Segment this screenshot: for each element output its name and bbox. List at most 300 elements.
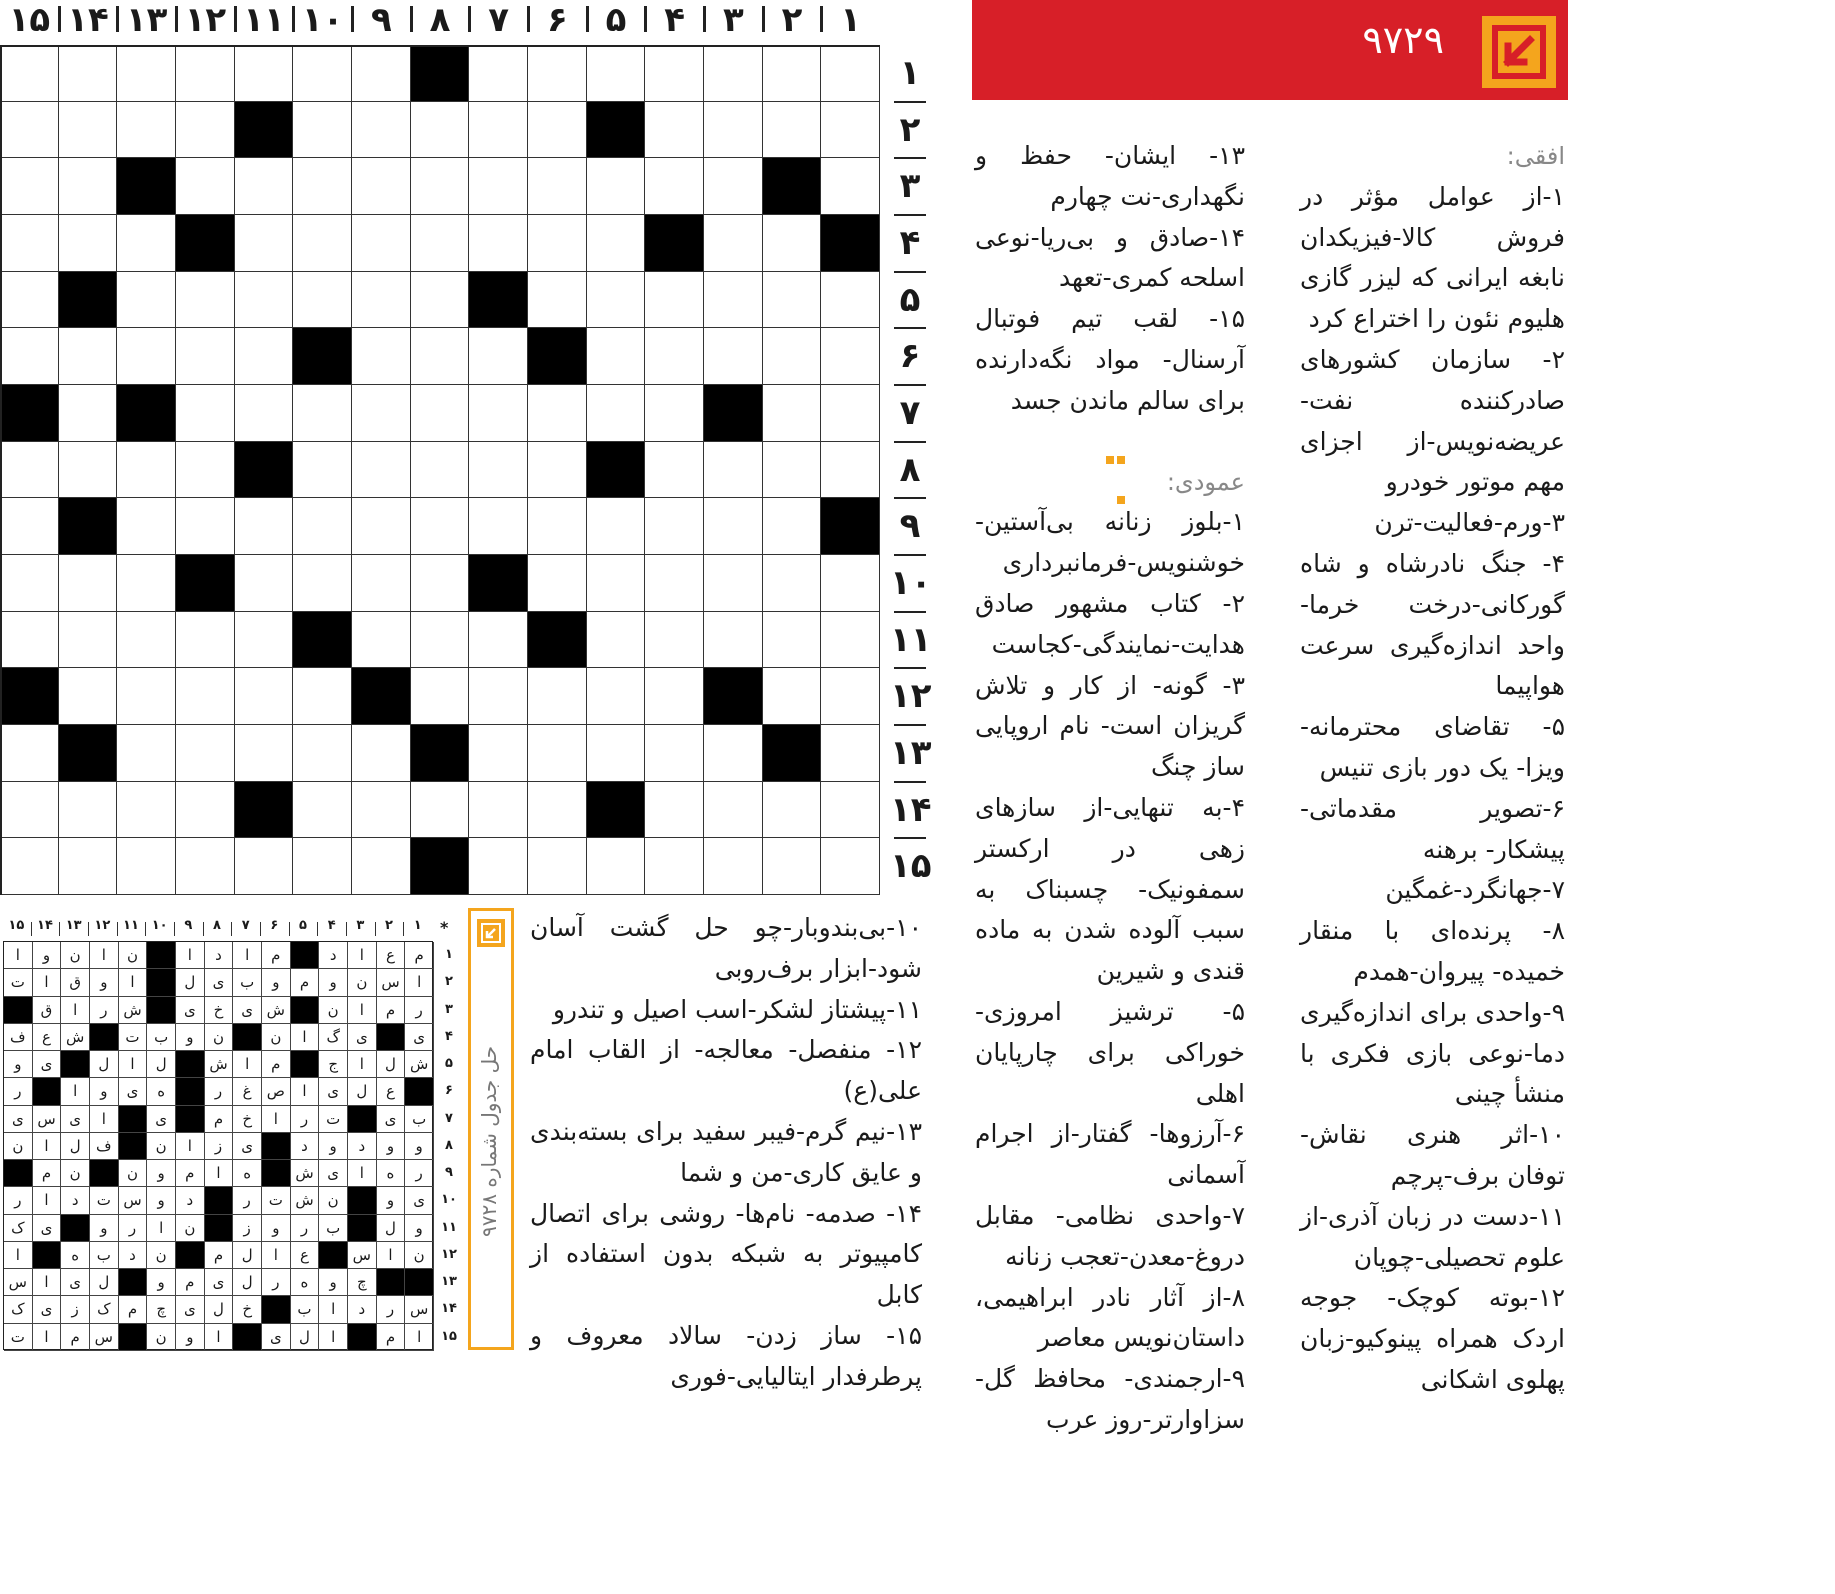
grid-cell[interactable] <box>352 555 411 612</box>
grid-cell[interactable] <box>352 272 411 329</box>
grid-cell[interactable] <box>821 725 880 782</box>
grid-cell[interactable] <box>293 102 352 159</box>
solution-cell: ا <box>61 1078 90 1105</box>
grid-cell[interactable] <box>411 158 470 215</box>
solution-cell: ن <box>147 1133 176 1160</box>
grid-cell[interactable] <box>352 725 411 782</box>
grid-cell[interactable] <box>0 215 59 272</box>
grid-cell[interactable] <box>645 838 704 895</box>
solution-black-cell <box>348 1106 377 1133</box>
grid-cell[interactable] <box>0 555 59 612</box>
clue-v4: ۴-به تنهایی-از سازهای زهی در ارکستر سمفونیک- چسبناک به سبب آلوده شدن به ماده قندی و شیرین <box>975 792 1245 986</box>
column-separator <box>234 6 237 32</box>
grid-cell[interactable] <box>528 838 587 895</box>
grid-cell[interactable] <box>528 272 587 329</box>
solution-row-number: ۹ <box>445 1165 453 1181</box>
grid-cell[interactable] <box>587 838 646 895</box>
grid-cell[interactable] <box>293 272 352 329</box>
solution-cell: ا <box>33 1133 62 1160</box>
solution-cell: ت <box>262 1187 291 1214</box>
clue-v13: ۱۳-نیم گرم-فیبر سفید برای بسته‌بندی و عایق کاری-من و شما <box>530 1116 922 1187</box>
row-separator <box>894 667 926 669</box>
grid-cell[interactable] <box>176 725 235 782</box>
grid-cell[interactable] <box>59 385 118 442</box>
grid-cell[interactable] <box>704 725 763 782</box>
grid-cell[interactable] <box>235 668 294 725</box>
grid-cell[interactable] <box>235 838 294 895</box>
grid-cell[interactable] <box>59 838 118 895</box>
solution-black-cell <box>176 1106 205 1133</box>
grid-cell[interactable] <box>117 725 176 782</box>
grid-cell[interactable] <box>117 215 176 272</box>
grid-cell[interactable] <box>0 838 59 895</box>
grid-cell[interactable] <box>176 668 235 725</box>
grid-cell[interactable] <box>59 158 118 215</box>
grid-cell[interactable] <box>117 328 176 385</box>
grid-cell[interactable] <box>469 158 528 215</box>
grid-cell[interactable] <box>293 725 352 782</box>
clue-h14: ۱۴-صادق و بی‌ریا-نوعی اسلحه کمری-تعهد <box>975 222 1245 293</box>
grid-cell[interactable] <box>587 45 646 102</box>
black-cell <box>59 725 118 782</box>
horizontal-heading: افقی: <box>1506 142 1565 170</box>
grid-cell[interactable] <box>0 725 59 782</box>
grid-cell[interactable] <box>411 555 470 612</box>
solution-cell: ا <box>33 1324 62 1351</box>
grid-cell[interactable] <box>176 102 235 159</box>
solution-cell: ا <box>33 1187 62 1214</box>
grid-cell[interactable] <box>352 498 411 555</box>
clue-v7: ۷-واحدی نظامی- مقابل دروغ-معدن-تعجب زنانه <box>975 1200 1245 1271</box>
black-cell <box>293 328 352 385</box>
solution-black-cell <box>176 1242 205 1269</box>
solution-cell: ن <box>405 1242 434 1269</box>
grid-cell[interactable] <box>117 612 176 669</box>
grid-cell[interactable] <box>0 498 59 555</box>
solution-cell: ا <box>33 969 62 996</box>
grid-cell[interactable] <box>411 498 470 555</box>
grid-cell[interactable] <box>587 498 646 555</box>
solution-cell: ن <box>176 1215 205 1242</box>
solution-cell: ا <box>348 942 377 969</box>
grid-cell[interactable] <box>235 498 294 555</box>
solution-title: حل جدول شماره ۹۷۲۸ <box>477 1045 501 1237</box>
grid-cell[interactable] <box>645 612 704 669</box>
solution-cell: و <box>319 969 348 996</box>
solution-cell: ز <box>205 1133 234 1160</box>
solution-cell: ف <box>4 1024 33 1051</box>
solution-column-separator <box>375 922 376 936</box>
solution-cell: م <box>61 1324 90 1351</box>
solution-cell: ن <box>4 1133 33 1160</box>
grid-cell[interactable] <box>704 442 763 499</box>
grid-cell[interactable] <box>469 498 528 555</box>
grid-cell[interactable] <box>411 782 470 839</box>
grid-cell[interactable] <box>352 328 411 385</box>
grid-cell[interactable] <box>821 272 880 329</box>
solution-cell: چ <box>147 1296 176 1323</box>
grid-cell[interactable] <box>763 442 822 499</box>
grid-cell[interactable] <box>59 668 118 725</box>
solution-cell: ب <box>291 1296 320 1323</box>
grid-cell[interactable] <box>528 668 587 725</box>
grid-cell[interactable] <box>117 668 176 725</box>
grid-cell[interactable] <box>587 555 646 612</box>
grid-cell[interactable] <box>821 668 880 725</box>
grid-cell[interactable] <box>176 385 235 442</box>
crossword-grid[interactable] <box>0 45 880 895</box>
solution-column-separator <box>88 922 89 936</box>
solution-cell: ع <box>377 1078 406 1105</box>
grid-cell[interactable] <box>821 385 880 442</box>
grid-cell[interactable] <box>469 442 528 499</box>
grid-cell[interactable] <box>704 498 763 555</box>
grid-cell[interactable] <box>293 555 352 612</box>
solution-cell: ب <box>147 1024 176 1051</box>
grid-cell[interactable] <box>821 838 880 895</box>
grid-cell[interactable] <box>528 725 587 782</box>
grid-cell[interactable] <box>235 158 294 215</box>
solution-cell: و <box>319 1133 348 1160</box>
grid-cell[interactable] <box>411 272 470 329</box>
row-separator <box>894 441 926 443</box>
solution-cell: ع <box>377 942 406 969</box>
grid-cell[interactable] <box>469 328 528 385</box>
grid-cell[interactable] <box>117 498 176 555</box>
solution-cell: ش <box>262 997 291 1024</box>
solution-cell: ر <box>291 1106 320 1133</box>
solution-cell: ن <box>319 1187 348 1214</box>
grid-cell[interactable] <box>352 782 411 839</box>
grid-cell[interactable] <box>821 328 880 385</box>
grid-cell[interactable] <box>117 442 176 499</box>
solution-black-cell <box>405 1269 434 1296</box>
black-cell <box>411 45 470 102</box>
grid-cell[interactable] <box>528 215 587 272</box>
row-number: ۳ <box>899 166 921 207</box>
grid-cell[interactable] <box>528 442 587 499</box>
grid-cell[interactable] <box>704 102 763 159</box>
grid-cell[interactable] <box>763 612 822 669</box>
solution-cell: ب <box>319 1215 348 1242</box>
grid-cell[interactable] <box>469 385 528 442</box>
solution-cell: ا <box>4 1242 33 1269</box>
solution-cell: ت <box>119 1024 148 1051</box>
grid-cell[interactable] <box>469 782 528 839</box>
grid-cell[interactable] <box>704 555 763 612</box>
grid-cell[interactable] <box>587 328 646 385</box>
grid-cell[interactable] <box>587 668 646 725</box>
grid-cell[interactable] <box>293 385 352 442</box>
solution-cell: و <box>33 942 62 969</box>
grid-cell[interactable] <box>645 385 704 442</box>
grid-cell[interactable] <box>352 45 411 102</box>
grid-cell[interactable] <box>704 328 763 385</box>
grid-cell[interactable] <box>293 45 352 102</box>
grid-cell[interactable] <box>704 782 763 839</box>
solution-cell: ه <box>233 1160 262 1187</box>
grid-cell[interactable] <box>528 385 587 442</box>
solution-cell: ز <box>233 1215 262 1242</box>
row-separator <box>894 837 926 839</box>
grid-cell[interactable] <box>645 45 704 102</box>
grid-cell[interactable] <box>645 328 704 385</box>
grid-cell[interactable] <box>293 158 352 215</box>
grid-cell[interactable] <box>763 385 822 442</box>
grid-cell[interactable] <box>293 215 352 272</box>
grid-cell[interactable] <box>645 668 704 725</box>
grid-cell[interactable] <box>763 668 822 725</box>
grid-cell[interactable] <box>528 45 587 102</box>
grid-cell[interactable] <box>587 725 646 782</box>
grid-cell[interactable] <box>235 215 294 272</box>
grid-cell[interactable] <box>235 328 294 385</box>
grid-cell[interactable] <box>528 498 587 555</box>
solution-column-number: ۱۴ <box>37 918 53 933</box>
grid-cell[interactable] <box>821 612 880 669</box>
grid-cell[interactable] <box>763 45 822 102</box>
grid-cell[interactable] <box>235 272 294 329</box>
grid-cell[interactable] <box>411 668 470 725</box>
grid-cell[interactable] <box>469 838 528 895</box>
solution-cell: م <box>176 1269 205 1296</box>
grid-cell[interactable] <box>411 442 470 499</box>
grid-cell[interactable] <box>704 272 763 329</box>
grid-cell[interactable] <box>821 555 880 612</box>
grid-cell[interactable] <box>821 158 880 215</box>
black-cell <box>293 612 352 669</box>
grid-cell[interactable] <box>235 555 294 612</box>
grid-cell[interactable] <box>0 612 59 669</box>
solution-black-cell <box>147 969 176 996</box>
grid-cell[interactable] <box>352 215 411 272</box>
grid-cell[interactable] <box>293 782 352 839</box>
grid-cell[interactable] <box>763 782 822 839</box>
grid-cell[interactable] <box>293 498 352 555</box>
solution-cell: و <box>147 1160 176 1187</box>
grid-cell[interactable] <box>411 612 470 669</box>
grid-cell[interactable] <box>59 45 118 102</box>
grid-cell[interactable] <box>528 102 587 159</box>
grid-cell[interactable] <box>645 782 704 839</box>
grid-cell[interactable] <box>176 838 235 895</box>
grid-cell[interactable] <box>0 782 59 839</box>
grid-cell[interactable] <box>117 102 176 159</box>
solution-black-cell <box>348 1187 377 1214</box>
column-separator <box>351 6 354 32</box>
grid-cell[interactable] <box>645 158 704 215</box>
solution-cell: د <box>291 1133 320 1160</box>
column-separator <box>820 6 823 32</box>
solution-cell: ع <box>33 1024 62 1051</box>
grid-cell[interactable] <box>352 838 411 895</box>
solution-grid <box>3 941 433 1350</box>
row-separator <box>894 554 926 556</box>
grid-cell[interactable] <box>59 612 118 669</box>
grid-cell[interactable] <box>821 782 880 839</box>
grid-cell[interactable] <box>587 272 646 329</box>
grid-cell[interactable] <box>176 272 235 329</box>
solution-cell: ی <box>61 1106 90 1133</box>
solution-cell: د <box>119 1242 148 1269</box>
grid-cell[interactable] <box>528 158 587 215</box>
solution-cell: ا <box>291 1024 320 1051</box>
solution-black-cell <box>348 1215 377 1242</box>
grid-cell[interactable] <box>117 272 176 329</box>
grid-cell[interactable] <box>176 498 235 555</box>
grid-cell[interactable] <box>176 328 235 385</box>
solution-column-separator <box>260 922 261 936</box>
solution-cell: ل <box>147 1051 176 1078</box>
grid-cell[interactable] <box>528 782 587 839</box>
grid-cell[interactable] <box>645 555 704 612</box>
grid-cell[interactable] <box>352 102 411 159</box>
grid-cell[interactable] <box>469 102 528 159</box>
grid-cell[interactable] <box>704 215 763 272</box>
solution-cell: ا <box>348 997 377 1024</box>
grid-cell[interactable] <box>763 102 822 159</box>
grid-cell[interactable] <box>176 782 235 839</box>
grid-cell[interactable] <box>235 725 294 782</box>
solution-cell: ا <box>119 969 148 996</box>
grid-cell[interactable] <box>176 45 235 102</box>
grid-cell[interactable] <box>587 215 646 272</box>
solution-cell: ی <box>319 1160 348 1187</box>
solution-black-cell <box>119 1133 148 1160</box>
grid-cell[interactable] <box>763 328 822 385</box>
clues-bottom <box>530 908 922 1398</box>
grid-cell[interactable] <box>59 782 118 839</box>
grid-cell[interactable] <box>821 442 880 499</box>
solution-cell: ی <box>348 1024 377 1051</box>
black-cell <box>763 725 822 782</box>
column-number: ۱۲ <box>184 0 227 40</box>
grid-cell[interactable] <box>587 385 646 442</box>
grid-cell[interactable] <box>59 215 118 272</box>
grid-cell[interactable] <box>763 215 822 272</box>
grid-cell[interactable] <box>176 442 235 499</box>
grid-cell[interactable] <box>645 102 704 159</box>
grid-cell[interactable] <box>645 498 704 555</box>
grid-cell[interactable] <box>704 45 763 102</box>
grid-cell[interactable] <box>59 102 118 159</box>
row-number: ۱ <box>899 53 921 93</box>
grid-cell[interactable] <box>411 385 470 442</box>
grid-cell[interactable] <box>469 668 528 725</box>
solution-black-cell <box>291 1051 320 1078</box>
grid-cell[interactable] <box>645 442 704 499</box>
grid-cell[interactable] <box>411 328 470 385</box>
solution-row-number: ۶ <box>445 1083 453 1099</box>
grid-cell[interactable] <box>0 272 59 329</box>
grid-cell[interactable] <box>352 442 411 499</box>
solution-cell: م <box>377 1324 406 1351</box>
solution-black-cell <box>262 1160 291 1187</box>
grid-cell[interactable] <box>587 612 646 669</box>
grid-cell[interactable] <box>411 102 470 159</box>
grid-cell[interactable] <box>176 612 235 669</box>
solution-column-separator <box>174 922 175 936</box>
solution-cell: ا <box>176 1133 205 1160</box>
clue-v10: ۱۰-بی‌بندوبار-چو حل گشت آسان شود-ابزار برف‌روبی <box>530 913 922 983</box>
grid-cell[interactable] <box>235 45 294 102</box>
solution-cell: ا <box>61 997 90 1024</box>
grid-cell[interactable] <box>763 838 822 895</box>
solution-black-cell <box>176 1078 205 1105</box>
solution-cell: ی <box>176 997 205 1024</box>
grid-cell[interactable] <box>293 442 352 499</box>
grid-cell[interactable] <box>411 215 470 272</box>
black-cell <box>469 272 528 329</box>
grid-cell[interactable] <box>235 612 294 669</box>
grid-cell[interactable] <box>59 555 118 612</box>
grid-cell[interactable] <box>117 45 176 102</box>
grid-cell[interactable] <box>763 272 822 329</box>
grid-cell[interactable] <box>352 612 411 669</box>
grid-cell[interactable] <box>821 45 880 102</box>
grid-cell[interactable] <box>235 385 294 442</box>
grid-cell[interactable] <box>704 158 763 215</box>
grid-cell[interactable] <box>0 442 59 499</box>
grid-cell[interactable] <box>117 782 176 839</box>
grid-cell[interactable] <box>293 838 352 895</box>
row-number: ۱۳ <box>890 733 932 773</box>
grid-cell[interactable] <box>469 725 528 782</box>
grid-cell[interactable] <box>59 328 118 385</box>
grid-cell[interactable] <box>0 45 59 102</box>
row-separator <box>894 724 926 726</box>
grid-cell[interactable] <box>59 442 118 499</box>
solution-cell: ش <box>405 1051 434 1078</box>
solution-column-separator <box>346 922 347 936</box>
grid-cell[interactable] <box>352 158 411 215</box>
solution-cell: س <box>377 969 406 996</box>
grid-cell[interactable] <box>293 668 352 725</box>
grid-cell[interactable] <box>763 555 822 612</box>
solution-column-separator <box>317 922 318 936</box>
solution-cell: ص <box>262 1078 291 1105</box>
grid-cell[interactable] <box>704 612 763 669</box>
column-number: ۱۴ <box>67 0 109 40</box>
clue-v2: ۲- کتاب مشهور صادق هدایت-نمایندگی-کجاست <box>975 588 1245 659</box>
clue-v6: ۶-آرزوها- گفتار-از اجرام آسمانی <box>975 1119 1245 1190</box>
grid-cell[interactable] <box>0 158 59 215</box>
grid-cell[interactable] <box>117 555 176 612</box>
grid-cell[interactable] <box>528 555 587 612</box>
solution-row-number: ۳ <box>445 1001 453 1017</box>
grid-cell[interactable] <box>645 725 704 782</box>
grid-cell[interactable] <box>821 102 880 159</box>
grid-cell[interactable] <box>704 838 763 895</box>
solution-black-cell <box>119 1269 148 1296</box>
grid-cell[interactable] <box>469 612 528 669</box>
grid-cell[interactable] <box>763 498 822 555</box>
grid-cell[interactable] <box>352 385 411 442</box>
solution-cell: ق <box>61 969 90 996</box>
grid-cell[interactable] <box>645 272 704 329</box>
grid-cell[interactable] <box>587 158 646 215</box>
grid-cell[interactable] <box>0 102 59 159</box>
grid-cell[interactable] <box>469 45 528 102</box>
solution-cell: و <box>405 1215 434 1242</box>
solution-cell: م <box>262 942 291 969</box>
grid-cell[interactable] <box>469 215 528 272</box>
grid-cell[interactable] <box>117 838 176 895</box>
grid-cell[interactable] <box>0 328 59 385</box>
solution-cell: م <box>291 969 320 996</box>
grid-cell[interactable] <box>176 158 235 215</box>
solution-cell: ی <box>119 1078 148 1105</box>
